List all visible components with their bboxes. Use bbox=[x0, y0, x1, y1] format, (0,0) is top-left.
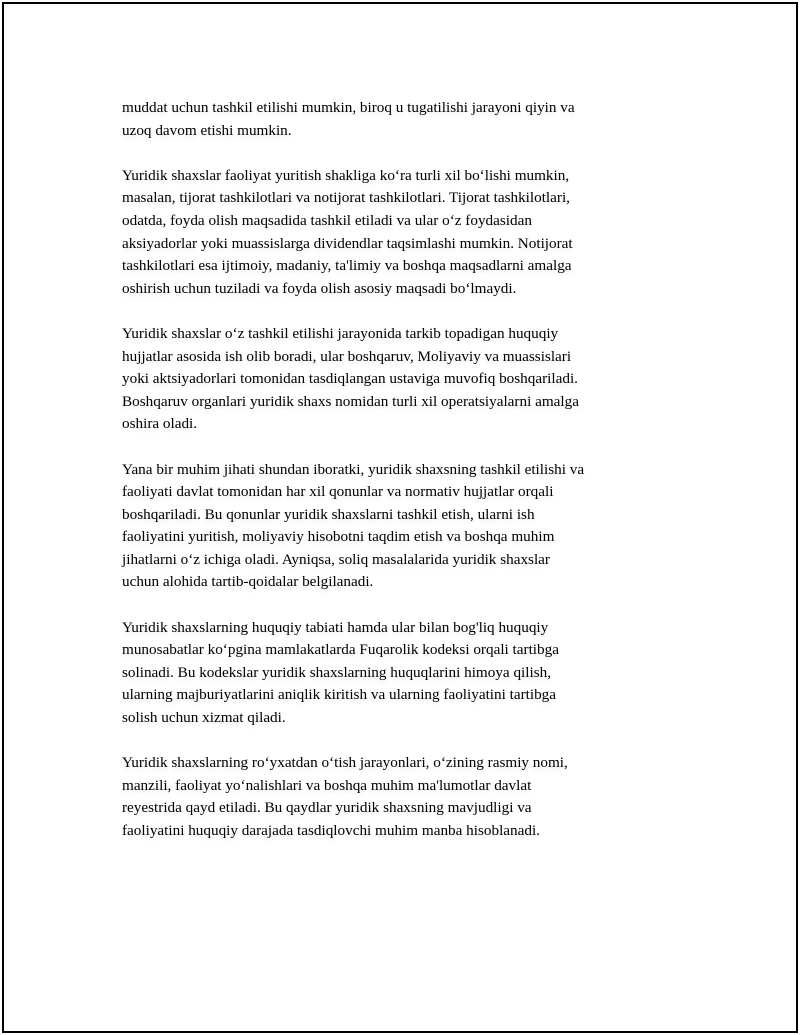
paragraph-6 bbox=[122, 752, 702, 842]
text-line: solinadi. Bu kodekslar yuridik shaxslarning huquqlarini himoya qilish, bbox=[122, 663, 552, 681]
page-content bbox=[122, 97, 702, 865]
text-line: odatda, foyda olish maqsadida tashkil etiladi va ular o‘z foydasidan bbox=[122, 211, 532, 229]
text-line: munosabatlar ko‘pgina mamlakatlarda Fuqarolik kodeksi orqali tartibga bbox=[122, 641, 559, 659]
text-line: hujjatlar asosida ish olib boradi, ular boshqaruv, Moliyaviy va muassislari bbox=[122, 347, 572, 365]
text-line: Boshqaruv organlari yuridik shaxs nomidan turli xil operatsiyalarni amalga bbox=[122, 392, 579, 410]
paragraph-2 bbox=[122, 165, 702, 301]
text-line: faoliyatini yuritish, moliyaviy hisobotni taqdim etish va boshqa muhim bbox=[122, 528, 555, 546]
text-line: masalan, tijorat tashkilotlari va notijorat tashkilotlari. Tijorat tashkilotlari, bbox=[122, 189, 570, 207]
text-line: solish uchun xizmat qiladi. bbox=[122, 709, 286, 727]
paragraph-3 bbox=[122, 323, 702, 436]
text-line: yoki aktsiyadorlari tomonidan tasdiqlangan ustaviga muvofiq boshqariladi. bbox=[122, 370, 578, 388]
text-line: oshira oladi. bbox=[122, 415, 198, 433]
text-line: faoliyatini huquqiy darajada tasdiqlovchi muhim manba hisoblanadi. bbox=[122, 822, 540, 839]
text-line: uchun alohida tartib-qoidalar belgilanadi. bbox=[122, 573, 374, 591]
text-line: tashkilotlari esa ijtimoiy, madaniy, ta'limiy va boshqa maqsadlarni amalga bbox=[122, 257, 572, 275]
text-line: uzoq davom etishi mumkin. bbox=[122, 121, 292, 139]
text-line: Yuridik shaxslar faoliyat yuritish shakliga ko‘ra turli xil bo‘lishi mumkin, bbox=[122, 166, 570, 184]
text-line: oshirish uchun tuziladi va foyda olish asosiy maqsadi bo‘lmaydi. bbox=[122, 279, 517, 297]
text-line: aksiyadorlar yoki muassislarga dividendlar taqsimlashi mumkin. Notijorat bbox=[122, 234, 573, 252]
text-line: Yana bir muhim jihati shundan iboratki, yuridik shaxsning tashkil etilishi va bbox=[122, 460, 585, 478]
text-line: ularning majburiyatlarini aniqlik kiritish va ularning faoliyatini tartibga bbox=[122, 686, 557, 704]
text-line: Yuridik shaxslarning huquqiy tabiati hamda ular bilan bog'liq huquqiy bbox=[122, 618, 549, 636]
text-line: jihatlarni o‘z ichiga oladi. Ayniqsa, soliq masalalarida yuridik shaxslar bbox=[122, 550, 550, 568]
text-line: reyestrida qayd etiladi. Bu qaydlar yuridik shaxsning mavjudligi va bbox=[122, 799, 532, 817]
text-line: manzili, faoliyat yo‘nalishlari va boshqa muhim ma'lumotlar davlat bbox=[122, 776, 532, 794]
page-frame bbox=[2, 2, 798, 1033]
paragraph-4 bbox=[122, 459, 702, 595]
text-line: faoliyati davlat tomonidan har xil qonunlar va normativ hujjatlar orqali bbox=[122, 483, 554, 501]
paragraph-1 bbox=[122, 97, 702, 142]
paragraph-5 bbox=[122, 617, 702, 730]
text-line: Yuridik shaxslar o‘z tashkil etilishi jarayonida tarkib topadigan huquqiy bbox=[122, 324, 559, 342]
text-line: Yuridik shaxslarning ro‘yxatdan o‘tish jarayonlari, o‘zining rasmiy nomi, bbox=[122, 754, 568, 772]
text-line: muddat uchun tashkil etilishi mumkin, biroq u tugatilishi jarayoni qiyin va bbox=[122, 99, 575, 116]
text-line: boshqariladi. Bu qonunlar yuridik shaxslarni tashkil etish, ularni ish bbox=[122, 505, 535, 523]
